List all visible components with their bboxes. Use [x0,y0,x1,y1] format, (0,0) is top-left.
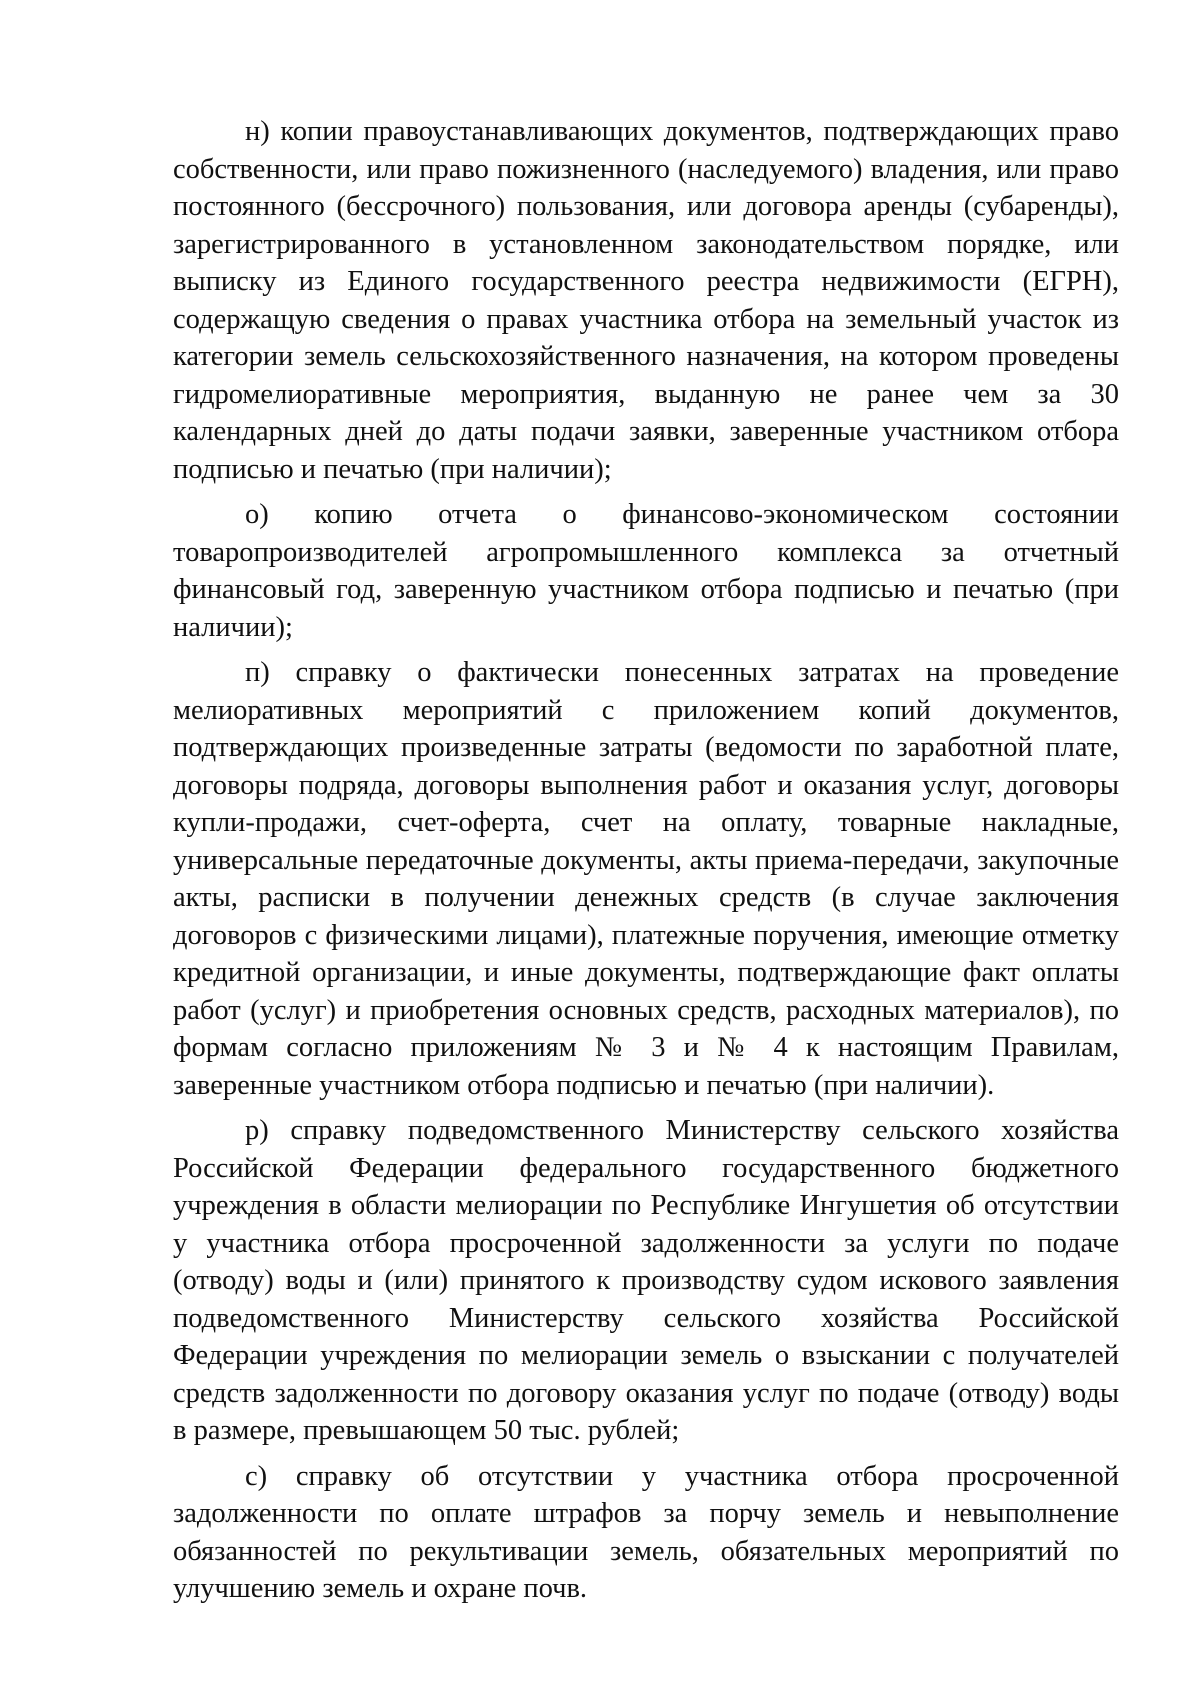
document-body [173,113,1119,1616]
paragraph-p: п) справку о фактически понесенных затратах на проведение мелиоративных мероприятий с приложением копий документов, подтверждающих произведенные затраты (ведомости по заработной плате, договоры подряда, договоры выполнения работ и оказания услуг, договоры купли-продажи, счет-оферта, счет на оплату, товарные накладные, универсальные передаточные документы, акты приема-передачи, закупочные акты, расписки в получении денежных средств (в случае заключения договоров с физическими лицами), платежные поручения, имеющие отметку кредитной организации, и иные документы, подтверждающие факт оплаты работ (услуг) и приобретения основных средств, расходных материалов), по формам согласно приложениям № 3 и № 4 к настоящим Правилам, заверенные участником отбора подписью и печатью (при наличии). [173,657,1119,1101]
paragraph-r: р) справку подведомственного Министерству сельского хозяйства Российской Федерации федерального государственного бюджетного учреждения в области мелиорации по Республике Ингушетия об отсутствии у участника отбора просроченной задолженности за услуги по подаче (отводу) воды и (или) принятого к производству судом искового заявления подведомственного Министерству сельского хозяйства Российской Федерации учреждения по мелиорации земель о взыскании с получателей средств задолженности по договору оказания услуг по подаче (отводу) воды в размере, превышающем 50 тыс. рублей; [173,1115,1119,1446]
paragraph-s: с) справку об отсутствии у участника отбора просроченной задолженности по оплате штрафов за порчу земель и невыполнение обязанностей по рекультивации земель, обязательных мероприятий по улучшению земель и охране почв. [173,1460,1119,1604]
paragraph-n: н) копии правоустанавливающих документов, подтверждающих право собственности, или право пожизненного (наследуемого) владения, или право постоянного (бессрочного) пользования, или договора аренды (субаренды), зарегистрированного в установленном законодательством порядке, или выписку из Единого государственного реестра недвижимости (ЕГРН), содержащую сведения о правах участника отбора на земельный участок из категории земель сельскохозяйственного назначения, на котором проведены гидромелиоративные мероприятия, выданную не ранее чем за 30 календарных дней до даты подачи заявки, заверенные участником отбора подписью и печатью (при наличии); [173,116,1119,485]
paragraph-o: о) копию отчета о финансово-экономическом состоянии товаропроизводителей агропромышленного комплекса за отчетный финансовый год, заверенную участником отбора подписью и печатью (при наличии); [173,499,1119,643]
